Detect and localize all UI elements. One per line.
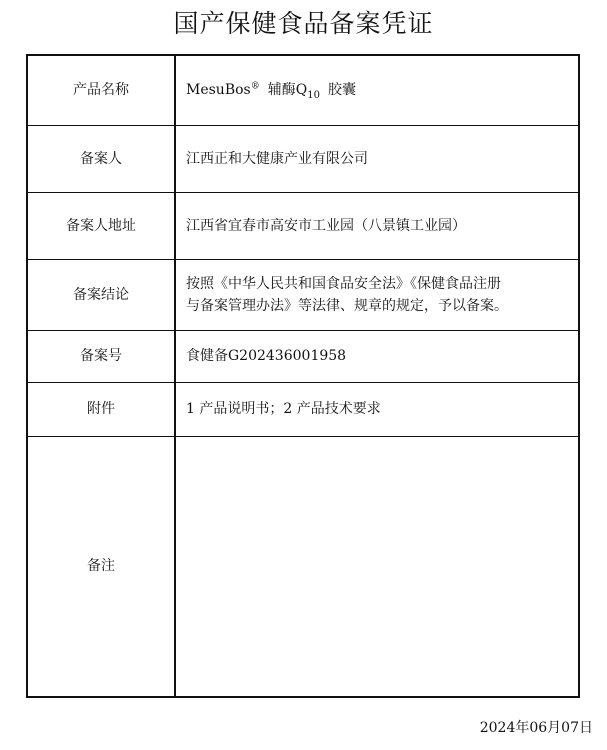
row-filer [27,125,579,192]
remarks-label: 备注 [27,436,175,697]
document-title: 国产保健食品备案凭证 [173,9,434,38]
row-conclusion [27,259,579,330]
filer-label: 备案人 [27,125,175,192]
product-brand: MesuBos [186,82,251,99]
filing-number-value: 食健备G202436001958 [175,330,579,382]
row-attachments [27,382,579,436]
registered-mark: ® [250,81,260,92]
product-ingredient: 辅酶Q [267,82,308,99]
conclusion-label: 备案结论 [27,259,175,330]
product-ingredient-subscript: 10 [307,90,320,102]
certificate-table [26,54,580,698]
filer-value: 江西正和大健康产业有限公司 [175,125,579,192]
row-filer-address [27,192,579,259]
row-remarks [27,436,579,697]
product-form: 胶囊 [327,82,356,99]
filing-number-label: 备案号 [27,330,175,382]
issue-date: 2024年06月07日 [479,720,593,736]
product-name-value [175,55,579,125]
attachments-label: 附件 [27,382,175,436]
remarks-value [175,436,579,697]
attachments-value: 1 产品说明书；2 产品技术要求 [175,382,579,436]
row-filing-number [27,330,579,382]
product-name-label: 产品名称 [27,55,175,125]
row-product-name [27,55,579,125]
conclusion-value [175,259,579,330]
conclusion-line-1: 按照《中华人民共和国食品安全法》《保健食品注册 [186,275,501,292]
filer-address-label: 备案人地址 [27,192,175,259]
filer-address-value: 江西省宜春市高安市工业园（八景镇工业园） [175,192,579,259]
conclusion-line-2: 与备案管理办法》等法律、规章的规定，予以备案。 [186,297,508,314]
